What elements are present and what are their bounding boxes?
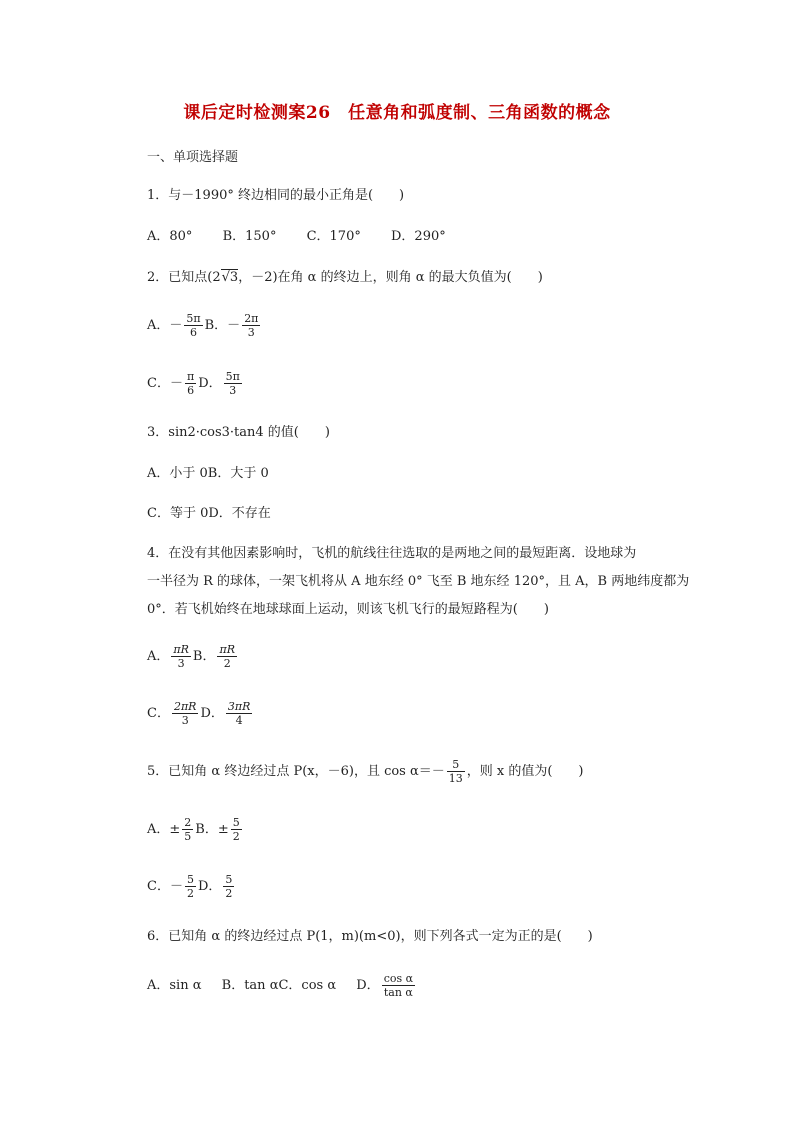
sqrt-expression: √3: [221, 270, 239, 285]
section-heading: 一、单项选择题: [147, 150, 239, 165]
option-c: C．cos α: [278, 978, 337, 993]
question-2-options-cd: C．－ $\frac{\pi}{6}$ D． $\frac{5\pi}{3}$: [147, 370, 240, 397]
option-d: D．290°: [391, 229, 446, 244]
fraction: $\frac{\pi}{6}$: [186, 370, 195, 397]
fraction: $\frac{5\pi}{6}$: [186, 312, 201, 339]
fraction: $\frac{\pi R}{2}$: [219, 643, 235, 670]
fraction: $\frac{5}{2}$: [186, 873, 194, 900]
fraction: $\frac{2\pi}{3}$: [244, 312, 259, 339]
question-6-stem: 6．已知角 α 的终边经过点 P(1，m)(m<0)，则下列各式一定为正的是( ): [147, 929, 593, 944]
fraction: $\frac{5}{13}$: [448, 758, 463, 785]
page-title: 课后定时检测案26 任意角和弧度制、三角函数的概念: [183, 103, 611, 123]
question-3-options-cd: C．等于 0D．不存在: [147, 506, 271, 521]
option-b: B．tan α: [221, 978, 279, 993]
question-4-options-ab: A． $\frac{\pi R}{3}$ B． $\frac{\pi R}{2}$: [147, 643, 235, 670]
fraction: $\frac{\pi R}{3}$: [173, 643, 189, 670]
question-5-options-cd: C．－ $\frac{5}{2}$ D． $\frac{5}{2}$: [147, 873, 233, 900]
fraction: $\frac{5}{2}$: [232, 816, 240, 843]
question-4-line-2: 一半径为 R 的球体，一架飞机将从 A 地东经 0° 飞至 B 地东经 120°，且 A，B 两地纬度都为: [147, 574, 690, 589]
fraction: $\frac{\text{cos α}}{\text{tan α}}$: [383, 972, 414, 999]
question-1-stem: 1．与－1990° 终边相同的最小正角是( ): [147, 188, 405, 203]
question-4-line-3: 0°．若飞机始终在地球球面上运动，则该飞机飞行的最短路程为( ): [147, 602, 549, 617]
question-5-options-ab: A．± $\frac{2}{5}$ B．± $\frac{5}{2}$: [147, 816, 240, 843]
fraction: $\frac{5}{2}$: [225, 873, 233, 900]
option-b: B．150°: [222, 229, 277, 244]
fraction: $\frac{2}{5}$: [184, 816, 192, 843]
question-6-options: A．sin α B．tan αC．cos α D． $\frac{\text{cos α}}{\text{tan α}}$: [147, 972, 414, 999]
question-3-stem: 3．sin2·cos3·tan4 的值( ): [147, 425, 330, 440]
option-a: A．80°: [147, 229, 193, 244]
question-4-line-1: 4．在没有其他因素影响时，飞机的航线往往选取的是两地之间的最短距离．设地球为: [147, 546, 637, 561]
question-2-stem: 2．已知点(2√3，－2)在角 α 的终边上，则角 α 的最大负值为( ): [147, 270, 543, 285]
fraction: $\frac{5\pi}{3}$: [225, 370, 240, 397]
fraction: $\frac{3\pi R}{4}$: [227, 700, 251, 727]
option-a: A．sin α: [147, 978, 202, 993]
question-4-options-cd: C． $\frac{2\pi R}{3}$ D． $\frac{3\pi R}{4}$: [147, 700, 251, 727]
question-3-options-ab: A．小于 0B．大于 0: [147, 466, 269, 481]
question-2-options-ab: A．－ $\frac{5\pi}{6}$ B．－ $\frac{2\pi}{3}$: [147, 312, 259, 339]
question-1-options: [147, 229, 446, 245]
question-5-stem: 5．已知角 α 终边经过点 P(x，－6)，且 cos α＝－ $\frac{5}{13}$ ，则 x 的值为( ): [147, 758, 584, 785]
fraction: $\frac{2\pi R}{3}$: [173, 700, 197, 727]
option-c: C．170°: [306, 229, 361, 244]
